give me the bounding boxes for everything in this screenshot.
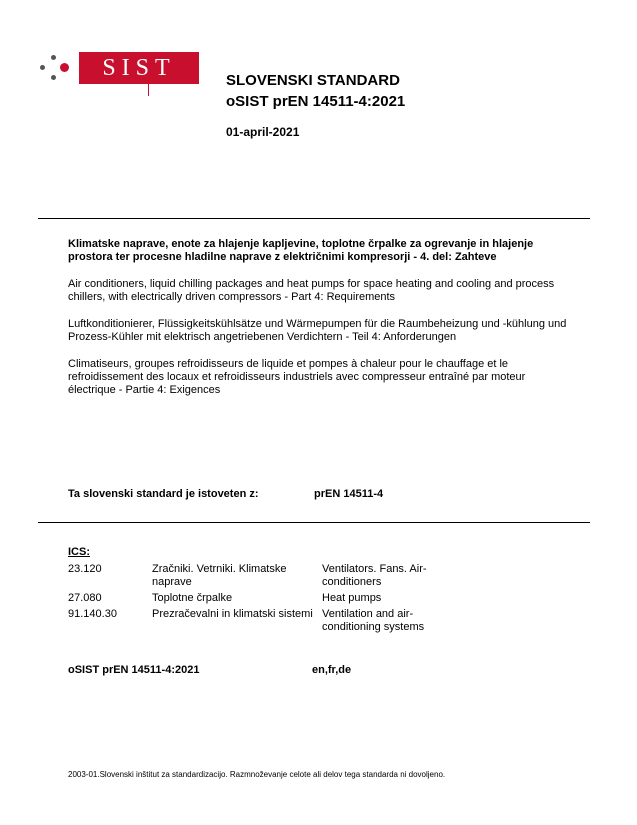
titles-block <box>68 238 568 411</box>
standard-id: oSIST prEN 14511-4:2021 <box>226 93 406 110</box>
publication-date: 01-april-2021 <box>226 125 300 139</box>
ics-row <box>68 592 508 605</box>
logo-dot <box>51 55 56 60</box>
ics-title: ICS: <box>68 546 90 558</box>
footer-standard-id: oSIST prEN 14511-4:2021 <box>68 664 200 676</box>
logo-dot <box>40 65 45 70</box>
logo-wordmark: SIST <box>79 52 199 84</box>
divider-bottom <box>38 522 590 523</box>
logo-dot <box>51 75 56 80</box>
title-german: Luftkonditionierer, Flüssigkeitskühlsätze und Wärmepumpen für die Raumbeheizung und -kühlung und Prozess-Kühler mit elektrisch angetriebenen Verdichtern - Teil 4: Anforderungen <box>68 318 567 343</box>
divider-top <box>38 218 590 219</box>
ics-en: Heat pumps <box>322 592 382 604</box>
identical-value: prEN 14511-4 <box>314 488 384 500</box>
ics-code: 27.080 <box>68 592 102 604</box>
footer-reference <box>68 664 351 676</box>
identical-label: Ta slovenski standard je istoveten z: <box>68 488 259 500</box>
document-header <box>226 72 405 140</box>
ics-en: Ventilation and air-conditioning systems <box>322 608 425 633</box>
ics-row <box>68 608 508 634</box>
ics-sl: Toplotne črpalke <box>152 592 233 604</box>
sist-logo <box>38 52 178 92</box>
title-french: Climatiseurs, groupes refroidisseurs de liquide et pompes à chaleur pour le chauffage et le refroidissement des locaux et refroidisseurs industriels avec compresseur entraîné par moteur électrique - Partie 4: Exigences <box>68 358 526 396</box>
logo-dot-red <box>60 63 69 72</box>
ics-row <box>68 563 508 589</box>
logo-dots <box>38 52 76 84</box>
standard-type: SLOVENSKI STANDARD <box>226 72 400 89</box>
ics-en: Ventilators. Fans. Air-conditioners <box>322 563 427 588</box>
footer-languages: en,fr,de <box>312 664 352 676</box>
identical-statement <box>68 488 383 500</box>
ics-code: 91.140.30 <box>68 608 117 620</box>
ics-sl: Prezračevalni in klimatski sistemi <box>152 608 313 620</box>
copyright-notice: 2003-01.Slovenski inštitut za standardizacijo. Razmnoževanje celote ali delov tega standarda ni dovoljeno. <box>68 770 446 779</box>
ics-sl: Zračniki. Vetrniki. Klimatske naprave <box>152 563 287 588</box>
ics-block <box>68 546 508 637</box>
ics-code: 23.120 <box>68 563 102 575</box>
logo-divider <box>148 84 149 96</box>
title-english: Air conditioners, liquid chilling packages and heat pumps for space heating and cooling and process chillers, with electrically driven compressors - Part 4: Requirements <box>68 278 555 303</box>
title-slovenian: Klimatske naprave, enote za hlajenje kapljevine, toplotne črpalke za ogrevanje in hlajenje prostora ter procesne hladilne naprave z električnimi kompresorji - 4. del: Zahteve <box>68 238 534 263</box>
